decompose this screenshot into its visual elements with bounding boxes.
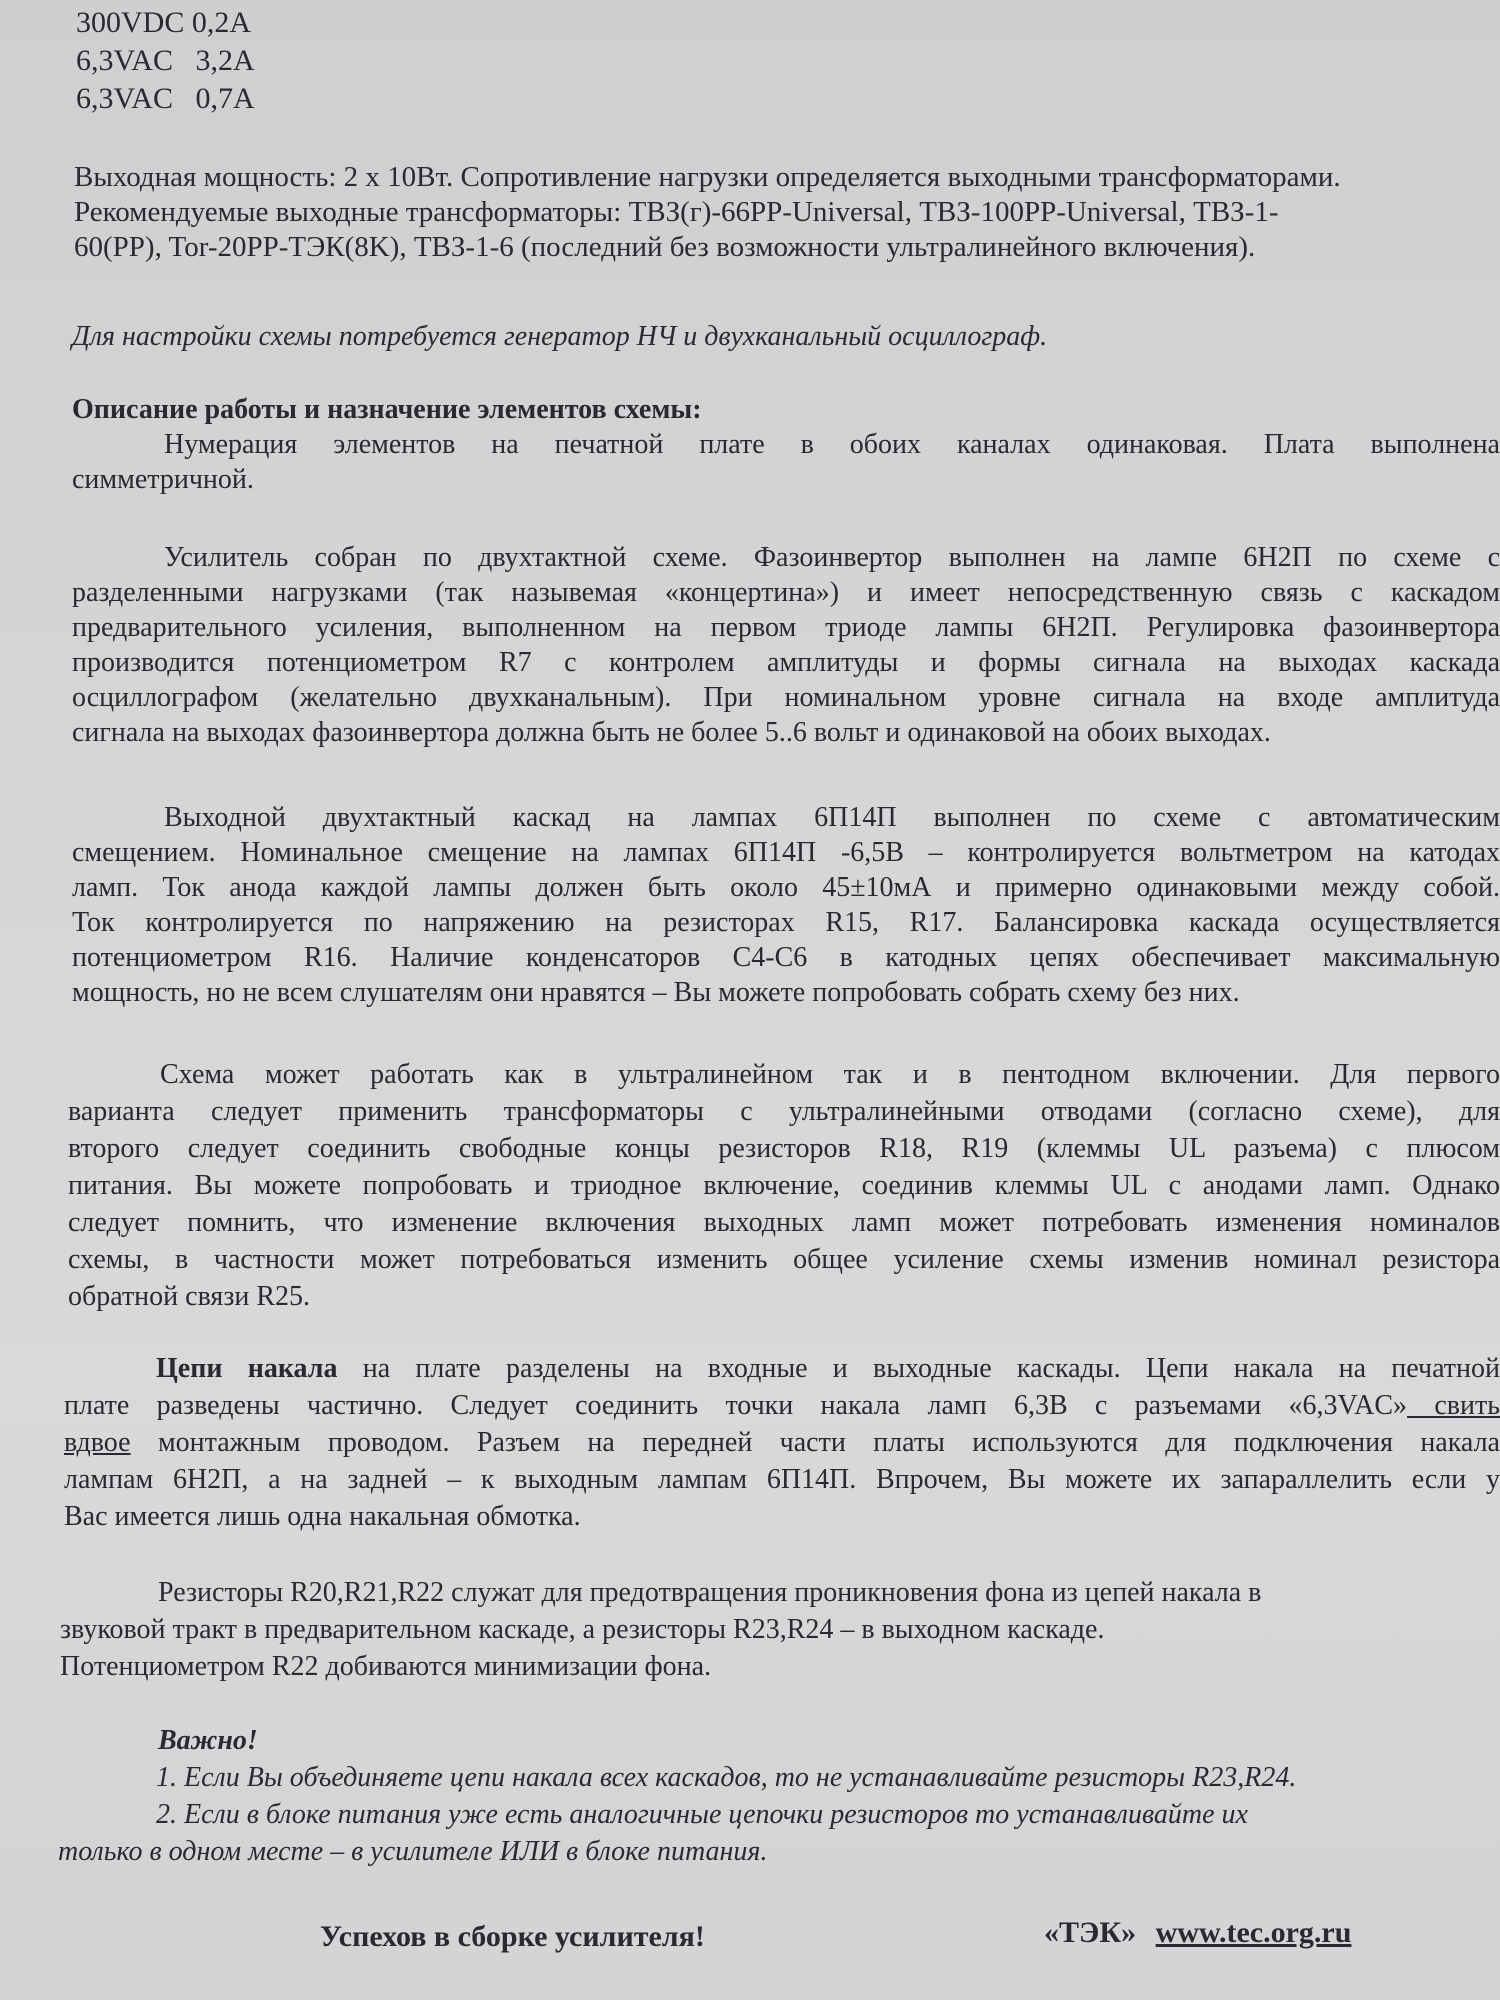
setup-note [72, 318, 1047, 355]
text-line: Потенциометром R22 добиваются минимизации фона. [60, 1651, 712, 1682]
text-line: производится потенциометром R7 с контролем амплитуды и формы сигнала на выходах каскада [72, 647, 1500, 678]
text-line: сигнала на выходах фазоинвертора должна быть не более 5..6 вольт и одинаковой на обоих выходах. [72, 717, 1271, 748]
important-section [58, 1722, 1500, 1870]
output-power-paragraph [74, 160, 1494, 265]
text-line: второго следует соединить свободные концы резисторов R18, R19 (клеммы UL разъема) с плюсом [68, 1133, 1500, 1164]
text-line: симметричной. [72, 464, 254, 495]
text-line: варианта следует применить трансформаторы с ультралинейными отводами (согласно схеме), для [68, 1096, 1500, 1127]
text-span: Нумерация элементов на печатной плате в обоих каналах одинаковая. Плата выполнена [164, 429, 1500, 460]
text-line [68, 1056, 1500, 1093]
text-line: Рекомендуемые выходные трансформаторы: ТВЗ(г)-66PP-Universal, ТВЗ-100PP-Universal, ТВЗ-1- [74, 196, 1279, 228]
paragraph-ultralinear [68, 1056, 1500, 1315]
text-line: потенциометром R16. Наличие конденсаторов С4-С6 в катодных цепях обеспечивает максимальную [72, 942, 1500, 973]
footer-wish [320, 1918, 705, 1955]
power-specs [76, 4, 255, 118]
text-line [64, 1424, 1500, 1461]
text-line [72, 540, 1500, 575]
text-line: звуковой тракт в предварительном каскаде, а резисторы R23,R24 – в выходном каскаде. [60, 1614, 1105, 1645]
text-line [64, 1350, 1500, 1387]
description-section [72, 392, 1500, 497]
text-line: 60(PP), Tor-20PP-ТЭК(8K), ТВЗ-1-6 (последний без возможности ультралинейного включения). [74, 231, 1256, 263]
paragraph-phase-inverter [72, 540, 1500, 750]
website-link[interactable]: www.tec.org.ru [1155, 1916, 1352, 1949]
text-line: следует помнить, что изменение включения выходных ламп может потребовать изменения номиналов [68, 1207, 1500, 1238]
important-item: 1. Если Вы объединяете цепи накала всех каскадов, то не устанавливайте резисторы R23,R24. [156, 1762, 1297, 1793]
brand-name: «ТЭК» [1044, 1916, 1137, 1949]
text-span: Усилитель собран по двухтактной схеме. Фазоинвертор выполнен на лампе 6Н2П по схеме с [164, 542, 1500, 573]
spec-line: 6,3VAC 0,7A [76, 82, 255, 115]
text-line [64, 1387, 1500, 1424]
underlined-text: свить [1407, 1390, 1500, 1421]
description-heading: Описание работы и назначение элементов схемы: [72, 394, 702, 425]
text-line: разделенными нагрузками (так назывемая «концертина») и имеет непосредственную связь с каскадом [72, 577, 1500, 608]
paragraph-output-stage [72, 800, 1500, 1010]
text-line: осциллографом (желательно двухканальным). При номинальном уровне сигнала на входе амплитуда [72, 682, 1500, 713]
text-line: схемы, в частности может потребоваться изменить общее усиление схемы изменив номинал резистора [68, 1244, 1500, 1275]
text-line: лампам 6Н2П, а на задней – к выходным лампам 6П14П. Впрочем, Вы можете их запараллелить если у [64, 1464, 1500, 1495]
text-span: плате разведены частично. Следует соединить точки накала ламп 6,3В с разъемами «6,3VAC» [64, 1390, 1408, 1421]
text-line: Ток контролируется по напряжению на резисторах R15, R17. Балансировка каскада осуществляется [72, 907, 1500, 938]
important-item: только в одном месте – в усилителе ИЛИ в блоке питания. [58, 1836, 768, 1867]
text-span: на плате разделены на входные и выходные каскады. Цепи накала на печатной [337, 1353, 1500, 1384]
text-line [60, 1574, 1500, 1611]
footer-brand [1044, 1914, 1351, 1951]
important-heading: Важно! [158, 1725, 258, 1756]
text-line: мощность, но не всем слушателям они нравятся – Вы можете попробовать собрать схему без них. [72, 977, 1240, 1008]
text-span: Выходной двухтактный каскад на лампах 6П14П выполнен по схеме с автоматическим [164, 802, 1500, 833]
text-line [72, 427, 1500, 462]
text-span: Резисторы R20,R21,R22 служат для предотвращения проникновения фона из цепей накала в [158, 1577, 1262, 1608]
text-line: Вас имеется лишь одна накальная обмотка. [64, 1501, 581, 1532]
heater-bold-lead: Цепи накала [156, 1353, 338, 1384]
text-line: смещением. Номинальное смещение на лампах 6П14П -6,5В – контролируется вольтметром на катодах [72, 837, 1500, 868]
paragraph-heater-circuits [64, 1350, 1500, 1535]
paragraph-resistors [60, 1574, 1500, 1685]
footer-wish-text: Успехов в сборке усилителя! [320, 1920, 705, 1953]
text-line: Выходная мощность: 2 x 10Вт. Сопротивление нагрузки определяется выходными трансформаторами. [74, 161, 1341, 193]
important-item: 2. Если в блоке питания уже есть аналогичные цепочки резисторов то устанавливайте их [156, 1799, 1248, 1830]
text-span: Схема может работать как в ультралинейном так и в пентодном включении. Для первого [160, 1059, 1500, 1090]
spec-line: 300VDC 0,2A [76, 6, 252, 39]
text-line: предварительного усиления, выполненном на первом триоде лампы 6Н2П. Регулировка фазоинвертора [72, 612, 1500, 643]
text-span: монтажным проводом. Разъем на передней части платы используются для подключения накала [130, 1427, 1500, 1458]
text-line [72, 800, 1500, 835]
setup-note-text: Для настройки схемы потребуется генератор НЧ и двухканальный осциллограф. [72, 321, 1048, 352]
spec-line: 6,3VAC 3,2A [76, 44, 255, 77]
underlined-text: вдвое [64, 1427, 131, 1458]
text-line: ламп. Ток анода каждой лампы должен быть около 45±10мА и примерно одинаковыми между собой. [72, 872, 1500, 903]
text-line: питания. Вы можете попробовать и триодное включение, соединив клеммы UL с анодами ламп. Однако [68, 1170, 1500, 1201]
text-line: обратной связи R25. [68, 1281, 311, 1312]
